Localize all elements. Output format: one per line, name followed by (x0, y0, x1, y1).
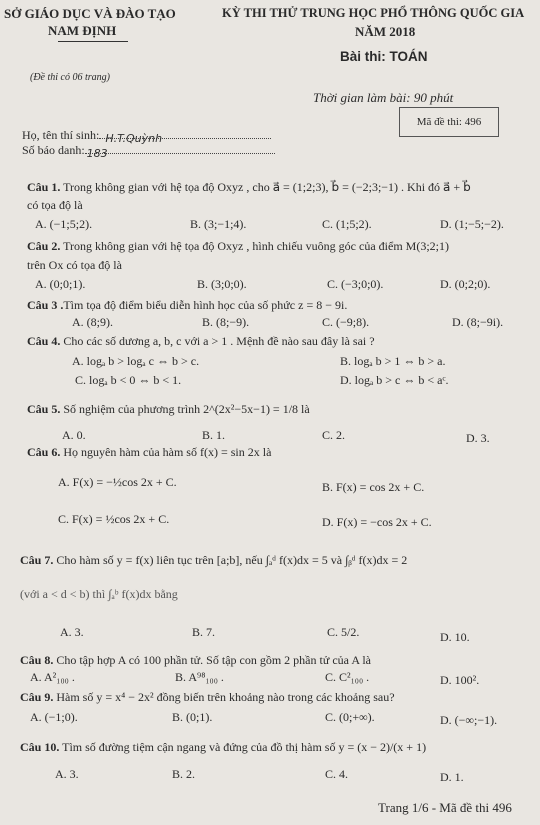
question-4 (27, 334, 375, 349)
question-label: Câu 5. (27, 402, 61, 416)
page-footer: Trang 1/6 - Mã đề thi 496 (378, 800, 512, 815)
option-c: C. logₐ b < 0 ⇔ b < 1. (75, 373, 182, 387)
question-10 (20, 740, 426, 755)
candidate-id-field (85, 147, 275, 160)
candidate-name-field (99, 132, 271, 145)
question-text: Tìm tọa độ điểm biểu diễn hình học của số phức z = 8 − 9i. (63, 298, 348, 312)
option-a: A. logₐ b > logₐ c ⇔ b > c. (72, 354, 200, 368)
option-a: A. 3. (55, 767, 79, 781)
candidate-name-label: Họ, tên thí sinh: (22, 128, 100, 142)
question-6 (27, 445, 271, 460)
option-d: D. 3. (466, 431, 490, 445)
question-label: Câu 8. (20, 653, 54, 667)
option-d: D. (1;−5;−2). (440, 217, 504, 231)
option-d: D. F(x) = −cos 2x + C. (322, 515, 432, 529)
exam-title: KỲ THI THỬ TRUNG HỌC PHỔ THÔNG QUỐC GIA (222, 6, 525, 20)
option-b: B. 1. (202, 428, 226, 442)
question-text: Cho các số dương a, b, c với a > 1 . Mệnh đề nào sau đây là sai ? (63, 334, 375, 348)
option-a: A. 0. (62, 428, 86, 442)
option-b: B. 7. (192, 625, 216, 639)
option-c: C. (1;5;2). (322, 217, 372, 231)
option-b: B. (3;−1;4). (190, 217, 247, 231)
candidate-id-row (22, 143, 275, 158)
question-3 (27, 298, 347, 313)
option-a: A. (0;0;1). (35, 277, 86, 291)
pages-note: (Đề thi có 06 trang) (30, 72, 110, 83)
option-c: C. C²₁₀₀ . (325, 670, 370, 684)
question-text: Họ nguyên hàm của hàm số f(x) = sin 2x là (63, 445, 272, 459)
option-c: C. 2. (322, 428, 346, 442)
exam-year: NĂM 2018 (355, 24, 416, 39)
question-2 (27, 239, 449, 254)
question-label: Câu 9. (20, 690, 54, 704)
option-c: C. (0;+∞). (325, 710, 375, 724)
candidate-id-handwriting: 183 (86, 147, 108, 160)
option-b: B. (8;−9). (202, 315, 250, 329)
option-d: D. 100². (440, 673, 480, 687)
option-a: A. 3. (60, 625, 84, 639)
question-text: Trong không gian với hệ tọa độ Oxyz , hình chiếu vuông góc của điểm M(3;2;1) (63, 239, 449, 253)
option-c: C. 4. (325, 767, 349, 781)
exam-code-box: Mã đề thi: 496 (399, 107, 499, 137)
question-label: Câu 1. (27, 180, 61, 194)
question-1-line2: có tọa độ là (27, 198, 83, 212)
question-label: Câu 2. (27, 239, 61, 253)
question-7 (20, 553, 407, 568)
option-d: D. logₐ b > c ⇔ b < aᶜ. (340, 373, 449, 387)
option-c: C. F(x) = ½cos 2x + C. (58, 512, 170, 526)
question-label: Câu 3 . (27, 298, 64, 312)
question-label: Câu 7. (20, 553, 54, 567)
question-1 (27, 180, 471, 195)
question-label: Câu 6. (27, 445, 61, 459)
option-b: B. (3;0;0). (197, 277, 247, 291)
option-a: A. A²₁₀₀ . (30, 670, 75, 684)
question-text: Hàm số y = x⁴ − 2x² đồng biến trên khoảng nào trong các khoảng sau? (56, 690, 395, 704)
candidate-name-handwriting: H.T.Quỳnh (105, 132, 163, 145)
option-a: A. F(x) = −½cos 2x + C. (58, 475, 177, 489)
question-text: Cho tập hợp A có 100 phần tử. Số tập con gồm 2 phần tử của A là (56, 653, 371, 667)
option-d: D. (−∞;−1). (440, 713, 498, 727)
question-8 (20, 653, 371, 668)
department-location: NAM ĐỊNH (48, 23, 117, 38)
question-label: Câu 10. (20, 740, 60, 754)
option-d: D. 1. (440, 770, 464, 784)
question-text: Số nghiệm của phương trình 2^(2x²−5x−1) = 1/8 là (63, 402, 310, 416)
question-text: Trong không gian với hệ tọa độ Oxyz , cho a⃗ = (1;2;3), b⃗ = (−2;3;−1) . Khi đó a⃗ + b⃗ (63, 180, 471, 194)
option-d: D. (0;2;0). (440, 277, 491, 291)
question-label: Câu 4. (27, 334, 61, 348)
time-limit: Thời gian làm bài: 90 phút (313, 90, 454, 105)
option-b: B. F(x) = cos 2x + C. (322, 480, 425, 494)
option-b: B. A⁹⁸₁₀₀ . (175, 670, 224, 684)
option-b: B. logₐ b > 1 ⇔ b > a. (340, 354, 446, 368)
header-underline (58, 41, 128, 42)
question-text: Cho hàm số y = f(x) liên tục trên [a;b], nếu ∫ₐᵈ f(x)dx = 5 và ∫ᵦᵈ f(x)dx = 2 (56, 553, 408, 567)
option-d: D. (8;−9i). (452, 315, 504, 329)
question-7-line2: (với a < d < b) thì ∫ₐᵇ f(x)dx bằng (20, 587, 178, 601)
subject-title: Bài thi: TOÁN (340, 49, 428, 64)
question-5 (27, 402, 310, 417)
option-a: A. (−1;0). (30, 710, 78, 724)
option-c: C. (−3;0;0). (327, 277, 384, 291)
candidate-id-label: Số báo danh: (22, 143, 85, 157)
department-name: SỞ GIÁO DỤC VÀ ĐÀO TẠO (4, 6, 176, 21)
question-text: Tìm số đường tiệm cận ngang và đứng của đồ thị hàm số y = (x − 2)/(x + 1) (62, 740, 427, 754)
question-9 (20, 690, 395, 705)
option-d: D. 10. (440, 630, 470, 644)
question-2-line2: trên Ox có tọa độ là (27, 258, 122, 272)
option-a: A. (−1;5;2). (35, 217, 93, 231)
candidate-name-row (22, 128, 271, 143)
option-b: B. (0;1). (172, 710, 213, 724)
option-b: B. 2. (172, 767, 196, 781)
option-c: C. 5/2. (327, 625, 360, 639)
option-c: C. (−9;8). (322, 315, 370, 329)
option-a: A. (8;9). (72, 315, 113, 329)
